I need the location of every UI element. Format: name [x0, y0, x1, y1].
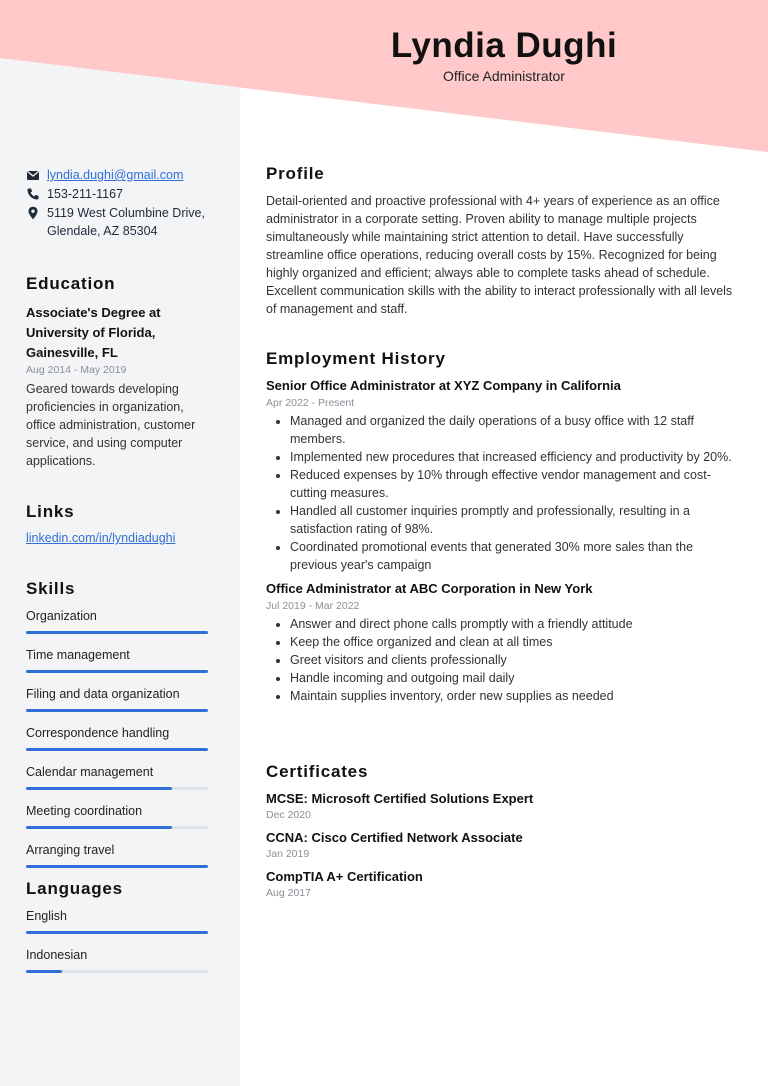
certificate-date: Jan 2019 [266, 848, 310, 860]
candidate-role: Office Administrator [443, 68, 565, 84]
job-bullet: • Implemented new procedures that increased efficiency and productivity by 20%. [290, 448, 736, 466]
map-pin-icon [26, 206, 40, 220]
address-line-1: 5119 West Columbine Drive, [47, 206, 205, 220]
job-entry [266, 377, 736, 574]
envelope-icon [26, 168, 40, 182]
languages-heading: Languages [26, 879, 123, 898]
skill-item [26, 764, 208, 790]
skill-item [26, 842, 208, 868]
level-bar-fill [26, 670, 208, 673]
level-bar [26, 787, 208, 790]
level-bar-fill [26, 826, 172, 829]
education-section [26, 274, 208, 470]
skill-label: Filing and data organization [26, 687, 180, 701]
employment-section [266, 349, 736, 711]
email-link[interactable]: lyndia.dughi@gmail.com [47, 168, 184, 182]
level-bar [26, 970, 208, 973]
level-bar [26, 931, 208, 934]
language-label: English [26, 909, 67, 923]
resume-header [240, 26, 768, 84]
job-entry [266, 580, 736, 705]
job-bullets [266, 615, 736, 705]
job-bullet: • Greet visitors and clients professionally [290, 651, 736, 669]
level-bar-fill [26, 631, 208, 634]
skill-item [26, 803, 208, 829]
job-date: Jul 2019 - Mar 2022 [266, 600, 360, 612]
languages-section [26, 879, 208, 986]
contact-section [26, 166, 208, 241]
skill-label: Arranging travel [26, 843, 115, 857]
skills-heading: Skills [26, 579, 76, 598]
level-bar [26, 670, 208, 673]
level-bar-fill [26, 709, 208, 712]
education-degree: Associate's Degree at University of Florida, Gainesville, FL [26, 305, 161, 360]
contact-email-row [26, 166, 208, 184]
skill-item [26, 608, 208, 634]
job-bullet: • Keep the office organized and clean at all times [290, 633, 736, 651]
level-bar [26, 865, 208, 868]
contact-phone-row [26, 185, 208, 203]
candidate-name: Lyndia Dughi [390, 26, 618, 65]
skill-label: Meeting coordination [26, 804, 143, 818]
job-bullets [266, 412, 736, 574]
certificate-item [266, 868, 736, 899]
skill-item [26, 725, 208, 751]
job-title: Senior Office Administrator at XYZ Company in California [266, 378, 621, 393]
level-bar [26, 631, 208, 634]
contact-address-row [26, 204, 208, 240]
job-bullet: • Managed and organized the daily operations of a busy office with 12 staff members. [290, 412, 736, 448]
certificate-title: MCSE: Microsoft Certified Solutions Expert [266, 791, 534, 806]
skill-label: Calendar management [26, 765, 154, 779]
level-bar-fill [26, 931, 208, 934]
skill-label: Correspondence handling [26, 726, 170, 740]
certificate-item [266, 829, 736, 860]
job-bullet: • Reduced expenses by 10% through effective vendor management and cost-cutting measures. [290, 466, 736, 502]
job-bullet: • Handled all customer inquiries promptly and professionally, resulting in a satisfaction rating of 98%. [290, 502, 736, 538]
linkedin-link[interactable]: linkedin.com/in/lyndiadughi [26, 531, 176, 545]
address [47, 204, 205, 240]
skill-item [26, 647, 208, 673]
certificate-item [266, 790, 736, 821]
level-bar-fill [26, 970, 62, 973]
skill-label: Time management [26, 648, 130, 662]
certificates-heading: Certificates [266, 762, 369, 781]
skill-item [26, 686, 208, 712]
job-bullet: • Coordinated promotional events that generated 30% more sales than the previous year's campaign [290, 538, 736, 574]
job-date: Apr 2022 - Present [266, 397, 355, 409]
employment-heading: Employment History [266, 349, 446, 368]
level-bar-fill [26, 748, 208, 751]
profile-section [266, 164, 736, 318]
address-line-2: Glendale, AZ 85304 [47, 224, 158, 238]
skill-label: Organization [26, 609, 97, 623]
language-item [26, 947, 208, 973]
job-bullet: • Handle incoming and outgoing mail daily [290, 669, 736, 687]
phone-number: 153-211-1167 [47, 187, 123, 201]
job-title: Office Administrator at ABC Corporation in New York [266, 581, 593, 596]
education-date: Aug 2014 - May 2019 [26, 364, 127, 376]
phone-icon [26, 187, 40, 201]
links-section [26, 502, 208, 545]
job-bullet: • Maintain supplies inventory, order new supplies as needed [290, 687, 736, 705]
level-bar [26, 709, 208, 712]
certificate-date: Aug 2017 [266, 887, 311, 899]
certificate-date: Dec 2020 [266, 809, 311, 821]
certificate-title: CompTIA A+ Certification [266, 869, 423, 884]
level-bar [26, 826, 208, 829]
education-description: Geared towards developing proficiencies in organization, office administration, customer service, and using computer applications. [26, 382, 196, 468]
education-heading: Education [26, 274, 116, 293]
skills-section [26, 579, 208, 881]
job-bullet: • Answer and direct phone calls promptly with a friendly attitude [290, 615, 736, 633]
links-heading: Links [26, 502, 75, 521]
language-label: Indonesian [26, 948, 88, 962]
level-bar-fill [26, 787, 172, 790]
level-bar [26, 748, 208, 751]
profile-heading: Profile [266, 164, 325, 183]
level-bar-fill [26, 865, 208, 868]
certificates-section [266, 762, 736, 907]
certificate-title: CCNA: Cisco Certified Network Associate [266, 830, 523, 845]
language-item [26, 908, 208, 934]
profile-text: Detail-oriented and proactive professional with 4+ years of experience as an office administrator in a corporate setting. Proven ability to manage multiple projects simultaneously while maintaining strict attention to detail. Have successfully streamline office operations, reducing overall costs by 15%. Recognized for being highly organized and efficient; always able to complete tasks ahead of schedule. Excellent communication skills with the ability to interact professionally with all levels of management and staff. [266, 194, 733, 316]
